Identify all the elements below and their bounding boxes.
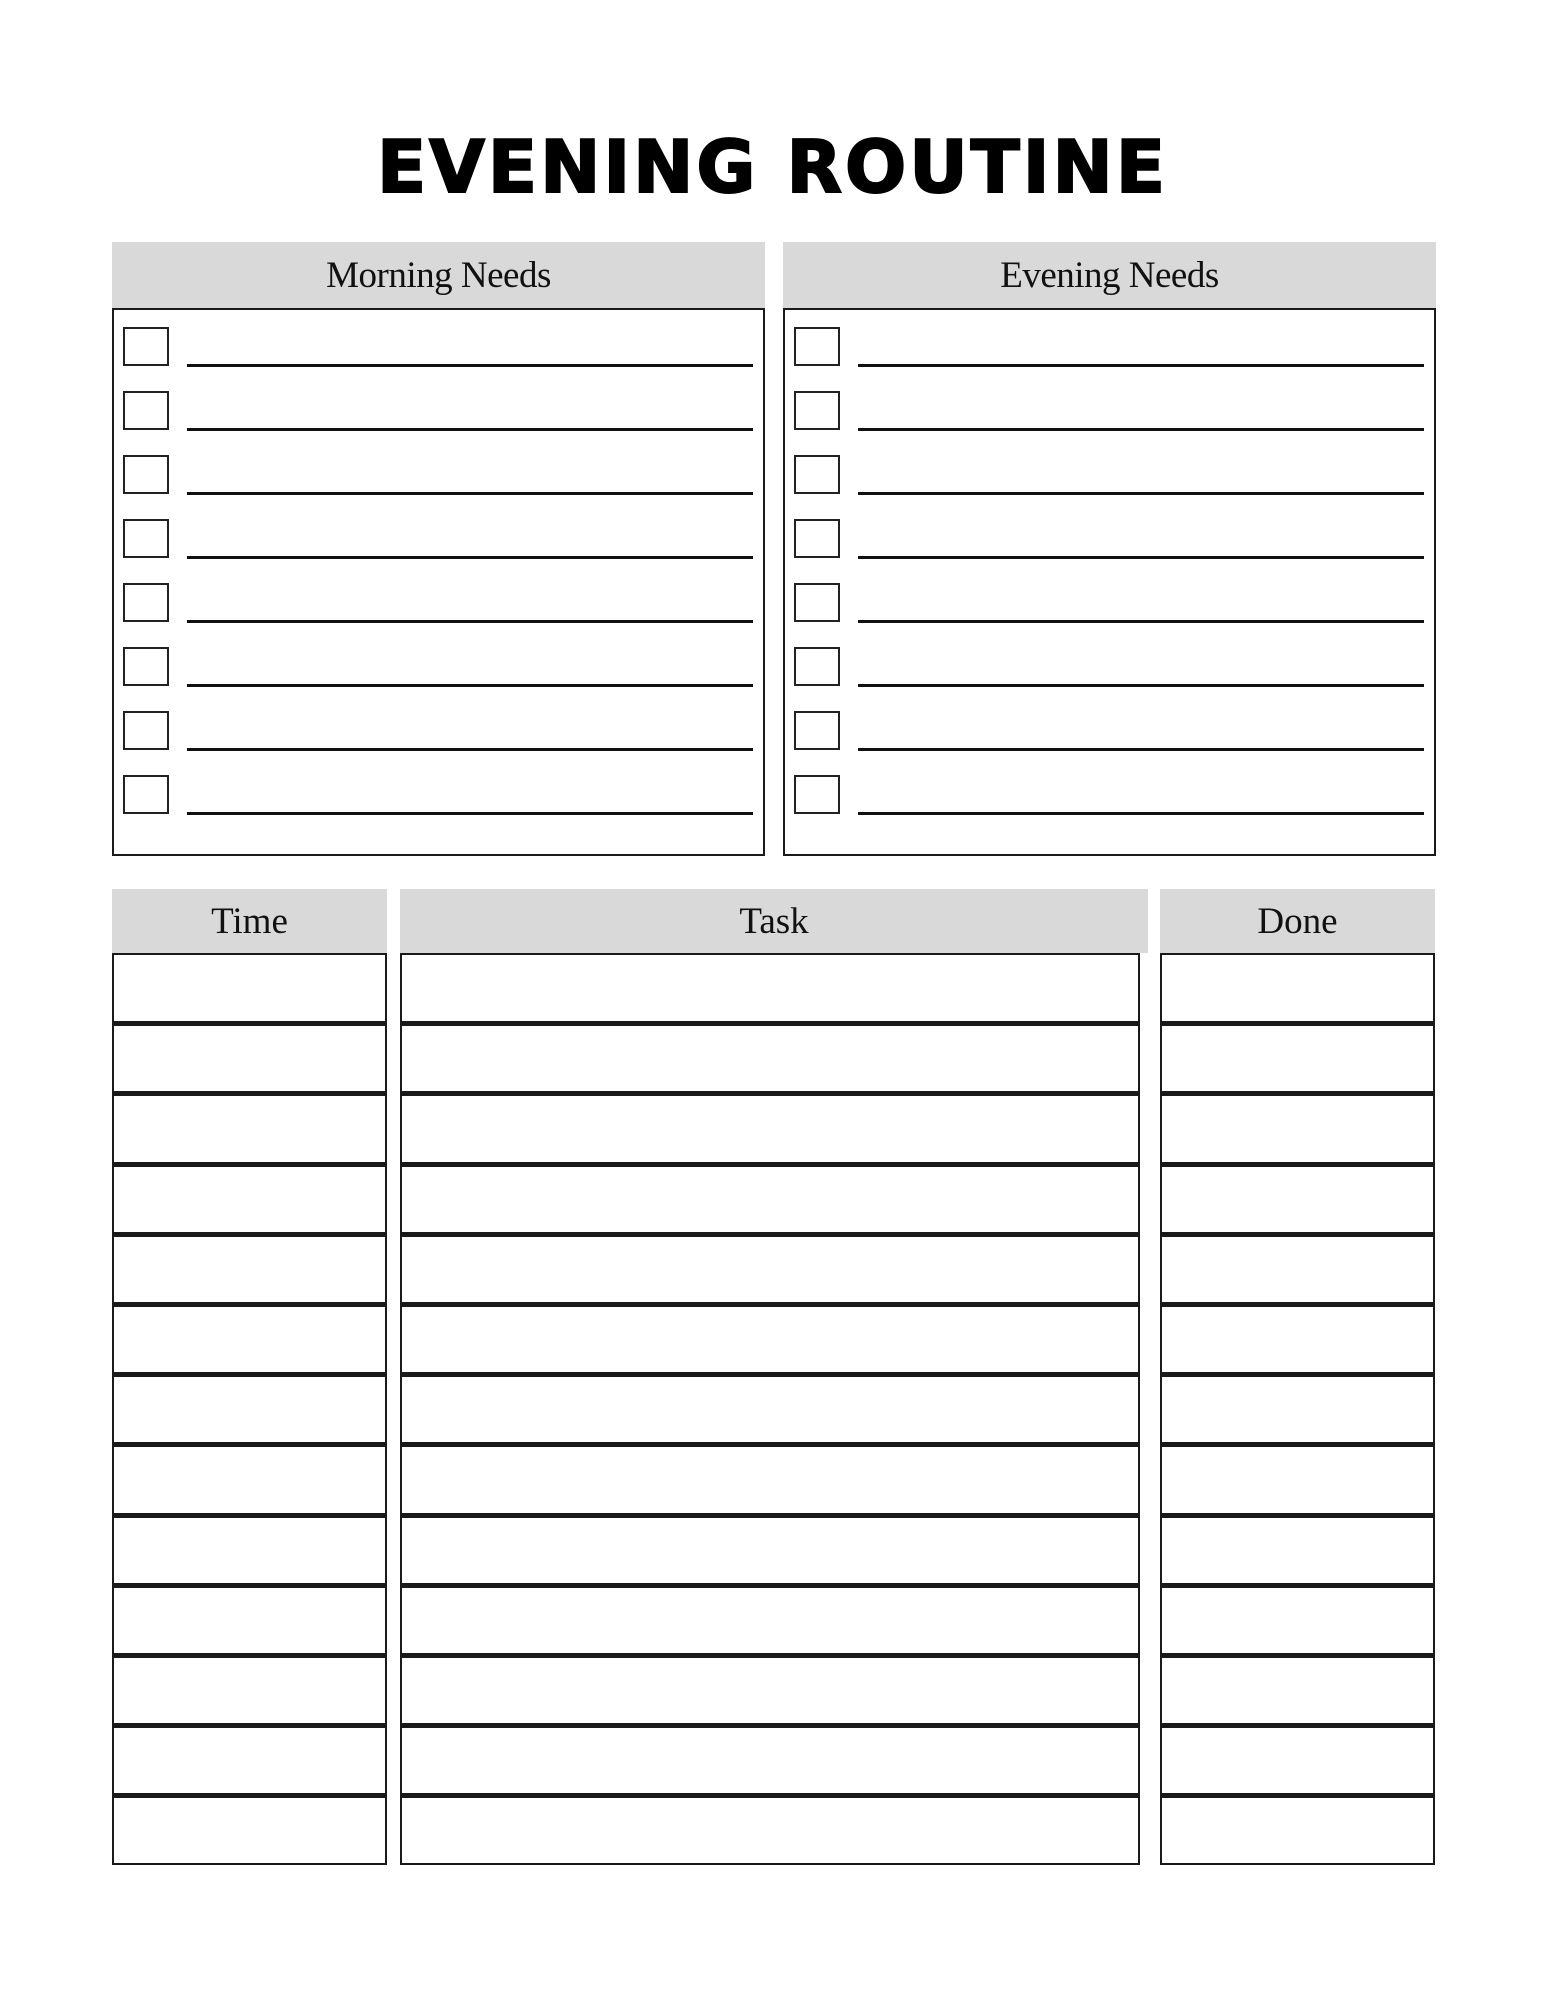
evening-need-line[interactable] — [858, 748, 1424, 751]
evening-need-line[interactable] — [858, 556, 1424, 559]
morning-need-line[interactable] — [187, 556, 753, 559]
evening-need-line[interactable] — [858, 492, 1424, 495]
checkbox[interactable] — [123, 775, 169, 814]
evening-need-item — [785, 775, 1434, 839]
done-cell[interactable] — [1160, 1093, 1435, 1163]
done-cell[interactable] — [1160, 1655, 1435, 1725]
evening-needs-list — [783, 308, 1436, 856]
morning-need-item — [114, 711, 763, 775]
done-column — [1160, 889, 1435, 1865]
morning-needs-header: Morning Needs — [112, 242, 765, 308]
task-cell[interactable] — [400, 1795, 1140, 1865]
evening-need-item — [785, 327, 1434, 391]
time-column — [112, 889, 387, 1865]
task-cell[interactable] — [400, 1304, 1140, 1374]
task-column — [400, 889, 1148, 1865]
task-cell[interactable] — [400, 1655, 1140, 1725]
time-cell[interactable] — [112, 1795, 387, 1865]
task-cell[interactable] — [400, 953, 1140, 1023]
done-column-header: Done — [1160, 889, 1435, 953]
time-cell[interactable] — [112, 1374, 387, 1444]
time-cell[interactable] — [112, 1023, 387, 1093]
checkbox[interactable] — [794, 711, 840, 750]
done-cell[interactable] — [1160, 1585, 1435, 1655]
done-cell[interactable] — [1160, 1374, 1435, 1444]
evening-needs-panel — [783, 242, 1436, 856]
morning-need-item — [114, 327, 763, 391]
task-cell[interactable] — [400, 1725, 1140, 1795]
checkbox[interactable] — [794, 391, 840, 430]
evening-need-line[interactable] — [858, 364, 1424, 367]
task-cell[interactable] — [400, 1515, 1140, 1585]
evening-need-item — [785, 391, 1434, 455]
time-column-header: Time — [112, 889, 387, 953]
evening-need-item — [785, 583, 1434, 647]
task-cell[interactable] — [400, 1023, 1140, 1093]
done-cell[interactable] — [1160, 1023, 1435, 1093]
done-cell[interactable] — [1160, 1234, 1435, 1304]
done-cell[interactable] — [1160, 1444, 1435, 1514]
morning-need-line[interactable] — [187, 684, 753, 687]
done-cell[interactable] — [1160, 1304, 1435, 1374]
checkbox[interactable] — [123, 647, 169, 686]
morning-need-item — [114, 583, 763, 647]
morning-need-item — [114, 647, 763, 711]
morning-need-item — [114, 455, 763, 519]
evening-need-line[interactable] — [858, 428, 1424, 431]
checkbox[interactable] — [123, 455, 169, 494]
task-cell[interactable] — [400, 1444, 1140, 1514]
time-cell[interactable] — [112, 1164, 387, 1234]
time-cell[interactable] — [112, 1444, 387, 1514]
time-cell[interactable] — [112, 1725, 387, 1795]
done-cell[interactable] — [1160, 1164, 1435, 1234]
task-cell[interactable] — [400, 1374, 1140, 1444]
checkbox[interactable] — [794, 327, 840, 366]
morning-need-item — [114, 775, 763, 839]
time-cell[interactable] — [112, 1585, 387, 1655]
time-cell[interactable] — [112, 1234, 387, 1304]
checkbox[interactable] — [794, 775, 840, 814]
checkbox[interactable] — [123, 711, 169, 750]
done-cell[interactable] — [1160, 1725, 1435, 1795]
task-cell[interactable] — [400, 1234, 1140, 1304]
evening-needs-header: Evening Needs — [783, 242, 1436, 308]
checkbox[interactable] — [123, 327, 169, 366]
task-cell[interactable] — [400, 1164, 1140, 1234]
morning-need-line[interactable] — [187, 364, 753, 367]
time-cells — [112, 953, 387, 1865]
morning-need-line[interactable] — [187, 748, 753, 751]
done-cells — [1160, 953, 1435, 1865]
morning-need-item — [114, 519, 763, 583]
time-cell[interactable] — [112, 1655, 387, 1725]
task-column-header: Task — [400, 889, 1148, 953]
done-cell[interactable] — [1160, 953, 1435, 1023]
task-cell[interactable] — [400, 1585, 1140, 1655]
morning-need-line[interactable] — [187, 620, 753, 623]
checkbox[interactable] — [794, 583, 840, 622]
time-cell[interactable] — [112, 1304, 387, 1374]
time-cell[interactable] — [112, 1515, 387, 1585]
evening-need-item — [785, 711, 1434, 775]
checkbox[interactable] — [123, 391, 169, 430]
checkbox[interactable] — [123, 519, 169, 558]
task-cell[interactable] — [400, 1093, 1140, 1163]
done-cell[interactable] — [1160, 1515, 1435, 1585]
time-cell[interactable] — [112, 1093, 387, 1163]
morning-need-item — [114, 391, 763, 455]
morning-need-line[interactable] — [187, 492, 753, 495]
task-cells — [400, 953, 1148, 1865]
evening-need-item — [785, 519, 1434, 583]
evening-need-line[interactable] — [858, 684, 1424, 687]
checkbox[interactable] — [123, 583, 169, 622]
evening-need-item — [785, 647, 1434, 711]
morning-need-line[interactable] — [187, 428, 753, 431]
evening-need-line[interactable] — [858, 812, 1424, 815]
checkbox[interactable] — [794, 455, 840, 494]
page-title: EVENING ROUTINE — [376, 125, 1168, 209]
checkbox[interactable] — [794, 519, 840, 558]
morning-needs-list — [112, 308, 765, 856]
morning-need-line[interactable] — [187, 812, 753, 815]
done-cell[interactable] — [1160, 1795, 1435, 1865]
time-cell[interactable] — [112, 953, 387, 1023]
checkbox[interactable] — [794, 647, 840, 686]
evening-need-item — [785, 455, 1434, 519]
morning-needs-panel — [112, 242, 765, 856]
evening-need-line[interactable] — [858, 620, 1424, 623]
